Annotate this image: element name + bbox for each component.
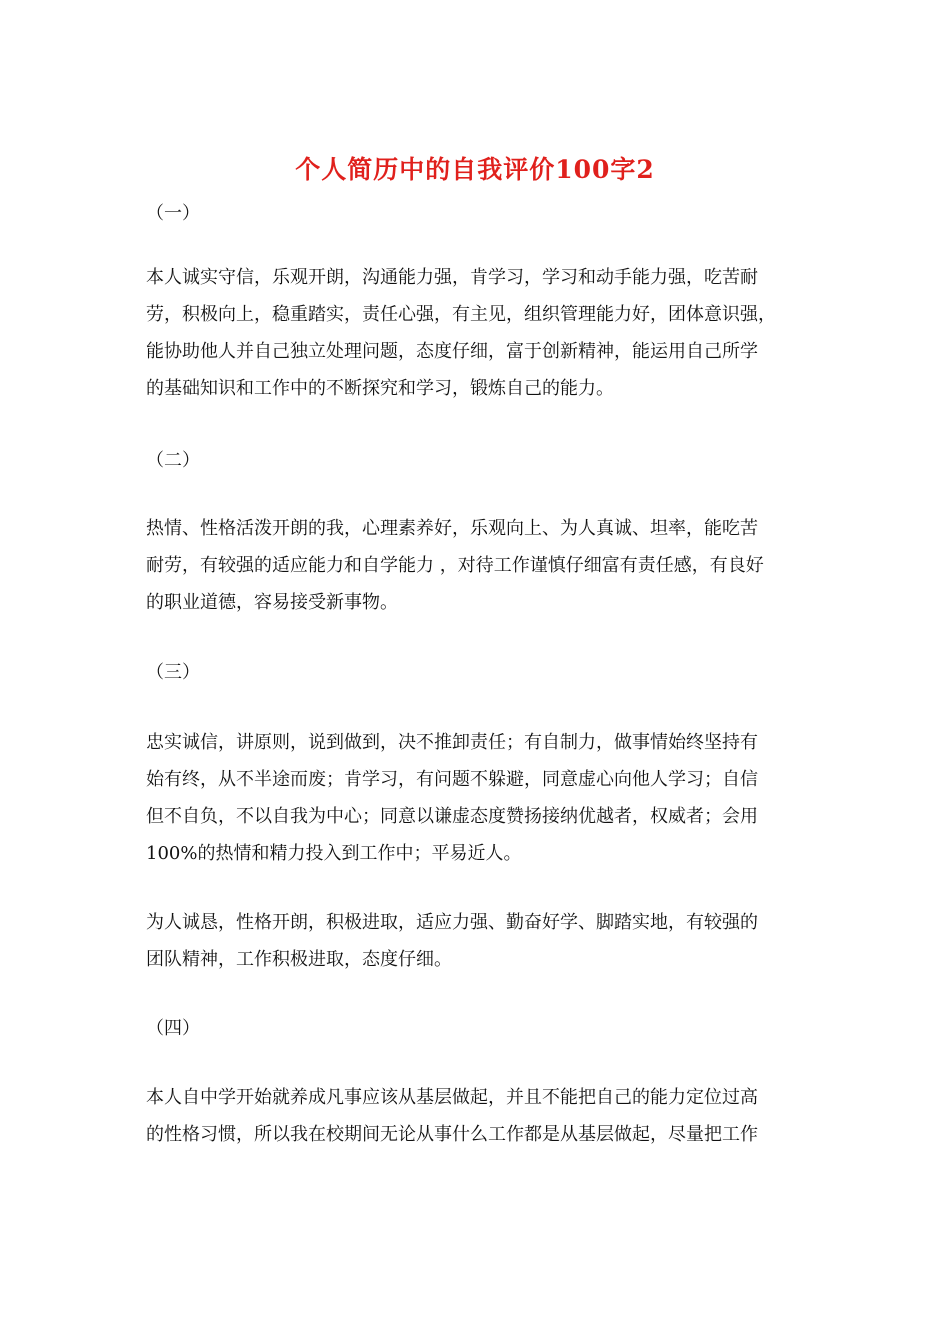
paragraph-line: 为人诚恳，性格开朗，积极进取，适应力强、勤奋好学、脚踏实地，有较强的 (146, 912, 758, 933)
paragraph-line: 的性格习惯，所以我在校期间无论从事什么工作都是从基层做起，尽量把工作 (146, 1124, 758, 1145)
paragraph-line: 的职业道德，容易接受新事物。 (146, 592, 398, 613)
paragraph-3 (146, 724, 806, 872)
section-marker-3: （三） (146, 662, 200, 683)
paragraph-line: 本人自中学开始就养成凡事应该从基层做起，并且不能把自己的能力定位过高 (146, 1087, 758, 1108)
paragraph-1 (146, 259, 806, 407)
paragraph-4 (146, 904, 806, 978)
paragraph-line: 忠实诚信，讲原则，说到做到，决不推卸责任；有自制力，做事情始终坚持有 (146, 732, 758, 753)
paragraph-5 (146, 1079, 806, 1153)
paragraph-line: 100%的热情和精力投入到工作中；平易近人。 (146, 843, 522, 864)
paragraph-line: 的基础知识和工作中的不断探究和学习，锻炼自己的能力。 (146, 378, 614, 399)
section-marker-2: （二） (146, 450, 200, 471)
paragraph-line: 但不自负，不以自我为中心；同意以谦虚态度赞扬接纳优越者，权威者；会用 (146, 806, 758, 827)
paragraph-2 (146, 510, 806, 621)
document-title: 个人简历中的自我评价100字2 (295, 155, 655, 184)
paragraph-line: 始有终，从不半途而废；肯学习，有问题不躲避，同意虚心向他人学习；自信 (146, 769, 758, 790)
section-marker-1: （一） (146, 203, 200, 224)
paragraph-line: 本人诚实守信，乐观开朗，沟通能力强，肯学习，学习和动手能力强，吃苦耐 (146, 267, 758, 288)
paragraph-line: 团队精神，工作积极进取，态度仔细。 (146, 949, 452, 970)
paragraph-line: 劳，积极向上，稳重踏实，责任心强，有主见，组织管理能力好，团体意识强， (146, 304, 776, 325)
paragraph-line: 能协助他人并自己独立处理问题，态度仔细，富于创新精神，能运用自己所学 (146, 341, 758, 362)
paragraph-line: 热情、性格活泼开朗的我，心理素养好，乐观向上、为人真诚、坦率，能吃苦 (146, 518, 758, 539)
paragraph-line: 耐劳，有较强的适应能力和自学能力 ，对待工作谨慎仔细富有责任感，有良好 (146, 555, 764, 576)
section-marker-4: （四） (146, 1018, 200, 1039)
